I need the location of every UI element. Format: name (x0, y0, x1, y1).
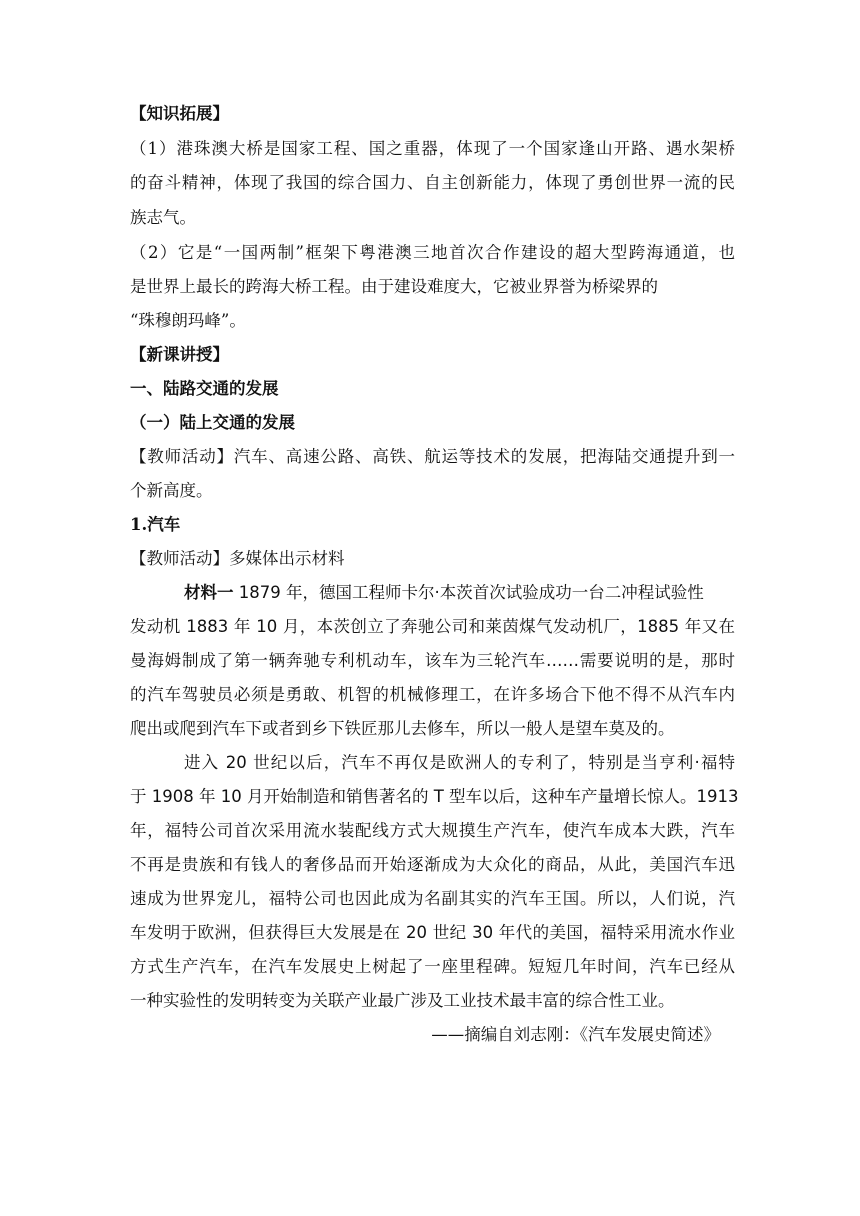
expansion-point-1-line-2: 的奋斗精神，体现了我国的综合国力、自主创新能力，体现了勇创世界一流的民 (130, 173, 735, 192)
material-1-line-4: 的汽车驾驶员必须是勇敢、机智的机械修理工，在许多场合下他不得不从汽车内 (130, 685, 735, 704)
material-2-line-3: 年，福特公司首次采用流水装配线方式大规摸生产汽车，使汽车成本大跌，汽车 (130, 821, 735, 840)
item-heading-car: 1.汽车 (130, 515, 181, 534)
material-2-line-6: 车发明于欧洲，但获得巨大发展是在 20 世纪 30 年代的美国，福特采用流水作业 (130, 923, 735, 942)
material-1-line-2: 发动机 1883 年 10 月，本茨创立了奔驰公司和莱茵煤气发动机厂，1885 年又在 (130, 617, 735, 636)
teacher-activity-1-line-1: 【教师活动】汽车、高速公路、高铁、航运等技术的发展，把海陆交通提升到一 (130, 447, 735, 466)
material-2-line-4: 不再是贵族和有钱人的奢侈品而开始逐渐成为大众化的商品，从此，美国汽车迅 (130, 855, 735, 874)
expansion-point-1-line-3: 族志气。 (130, 208, 196, 227)
material-1-line-5: 爬出或爬到汽车下或者到乡下铁匠那儿去修车，所以一般人是望车莫及的。 (130, 719, 675, 738)
subsection-heading-land-transport: （一）陆上交通的发展 (130, 413, 295, 432)
material-1-line-3: 曼海姆制成了第一辆奔驰专利机动车，该车为三轮汽车……需要说明的是，那时 (130, 651, 735, 670)
teacher-activity-1-line-2: 个新高度。 (130, 481, 213, 500)
teacher-activity-2: 【教师活动】多媒体出示材料 (130, 549, 345, 568)
material-2-line-1: 进入 20 世纪以后，汽车不再仅是欧洲人的专利了，特别是当亨利·福特 (184, 753, 735, 772)
expansion-point-2-line-3: “珠穆朗玛峰”。 (130, 311, 246, 330)
material-2-line-5: 速成为世界宠儿，福特公司也因此成为名副其实的汽车王国。所以，人们说，汽 (130, 889, 735, 908)
expansion-point-2-line-1: （2）它是“一国两制”框架下粤港澳三地首次合作建设的超大型跨海通道，也 (130, 243, 735, 262)
material-2-line-2: 于 1908 年 10 月开始制造和销售著名的 T 型车以后，这种车产量增长惊人。1913 (130, 787, 739, 806)
section-heading-land-transport: 一、陆路交通的发展 (130, 379, 279, 398)
knowledge-expansion-heading: 【知识拓展】 (130, 104, 229, 123)
material-2-line-7: 方式生产汽车，在汽车发展史上树起了一座里程碑。短短几年时间，汽车已经从 (130, 957, 735, 976)
expansion-point-2-line-2: 是世界上最长的跨海大桥工程。由于建设难度大，它被业界誉为桥梁界的 (130, 277, 658, 296)
new-lesson-heading: 【新课讲授】 (130, 345, 229, 364)
material-1-line-1 (130, 582, 735, 604)
material-1-line-1-text: 1879 年，德国工程师卡尔·本茨首次试验成功一台二冲程试验性 (233, 583, 704, 602)
material-1-label: 材料一 (184, 583, 234, 602)
material-2-line-8: 一种实验性的发明转变为关联产业最广涉及工业技术最丰富的综合性工业。 (130, 991, 675, 1010)
expansion-point-1-line-1: （1）港珠澳大桥是国家工程、国之重器，体现了一个国家逢山开路、遇水架桥 (130, 139, 735, 158)
material-source-citation: ——摘编自刘志刚：《汽车发展史简述》 (431, 1025, 720, 1044)
